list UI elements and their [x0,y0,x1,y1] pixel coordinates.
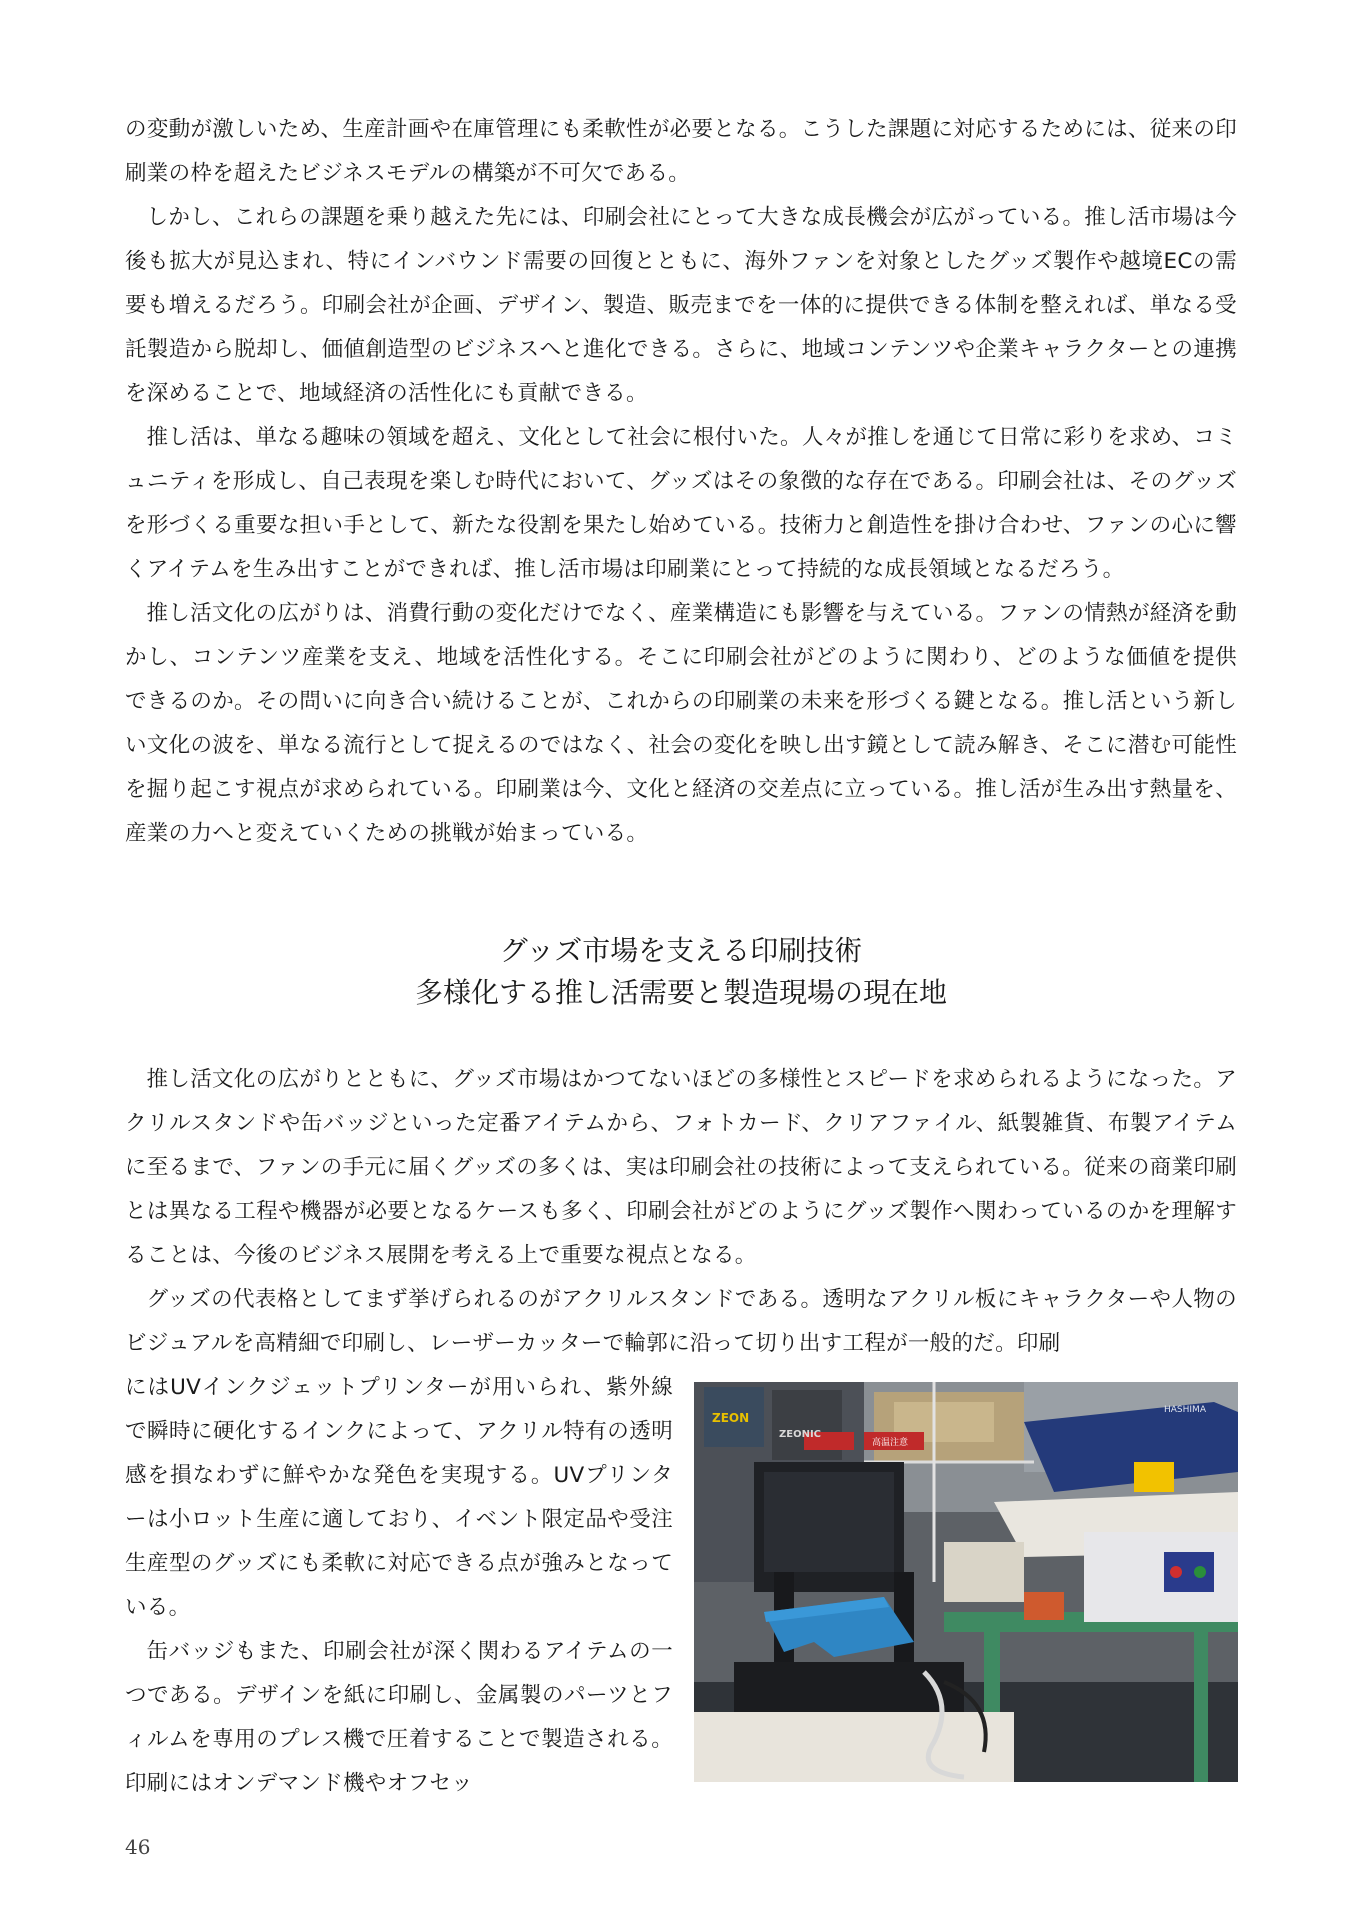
paragraph: 缶バッジもまた、印刷会社が深く関わるアイテムの一つである。デザインを紙に印刷し、金属製のパーツとフィルムを専用のプレス機で圧着することで製造される。印刷にはオンデマンド機やオフセッ [125,1639,673,1796]
body-text-middle [125,1058,1237,1366]
zeon-logo-text: ZEON [712,1411,750,1425]
paragraph: グッズの代表格としてまず挙げられるのがアクリルスタンドである。透明なアクリル板にキャラクターや人物のビジュアルを高精細で印刷し、レーザーカッターで輪郭に沿って切り出す工程が一般的だ。印刷 [125,1287,1237,1356]
paragraph: 推し活文化の広がりとともに、グッズ市場はかつてないほどの多様性とスピードを求められるようになった。アクリルスタンドや缶バッジといった定番アイテムから、フォトカード、クリアファイル、紙製雑貨、布製アイテムに至るまで、ファンの手元に届くグッズの多くは、実は印刷会社の技術によって支えられている。従来の商業印刷とは異なる工程や機器が必要となるケースも多く、印刷会社がどのようにグッズ製作へ関わっているのかを理解することは、今後のビジネス展開を考える上で重要な視点となる。 [125,1067,1237,1268]
paragraph: 推し活は、単なる趣味の領域を超え、文化として社会に根付いた。人々が推しを通じて日常に彩りを求め、コミュニティを形成し、自己表現を楽しむ時代において、グッズはその象徴的な存在である。印刷会社は、そのグッズを形づくる重要な担い手として、新たな役割を果たし始めている。技術力と創造性を掛け合わせ、ファンの心に響くアイテムを生み出すことができれば、推し活市場は印刷業にとって持続的な成長領域となるだろう。 [125,425,1237,582]
warning-sticker-text: 高温注意 [872,1438,909,1448]
zeonic-logo-text: ZEONIC [779,1429,822,1440]
print-equipment-photo [694,1382,1238,1782]
machine-brand-text: HASHIMA [1164,1405,1206,1415]
section-heading-line-2: 多様化する推し活需要と製造現場の現在地 [414,976,947,1009]
section-heading [125,930,1237,1014]
paragraph: 推し活文化の広がりは、消費行動の変化だけでなく、産業構造にも影響を与えている。ファンの情熱が経済を動かし、コンテンツ産業を支え、地域を活性化する。そこに印刷会社がどのように関わり、どのような価値を提供できるのか。その問いに向き合い続けることが、これからの印刷業の未来を形づくる鍵となる。推し活という新しい文化の波を、単なる流行として捉えるのではなく、社会の変化を映し出す鏡として読み解き、そこに潜む可能性を掘り起こす視点が求められている。印刷業は今、文化と経済の交差点に立っている。推し活が生み出す熱量を、産業の力へと変えていくための挑戦が始まっている。 [125,601,1237,846]
page-number: 46 [125,1835,151,1859]
paragraph: しかし、これらの課題を乗り越えた先には、印刷会社にとって大きな成長機会が広がっている。推し活市場は今後も拡大が見込まれ、特にインバウンド需要の回復とともに、海外ファンを対象としたグッズ製作や越境ECの需要も増えるだろう。印刷会社が企画、デザイン、製造、販売までを一体的に提供できる体制を整えれば、単なる受託製造から脱却し、価値創造型のビジネスへと進化できる。さらに、地域コンテンツや企業キャラクターとの連携を深めることで、地域経済の活性化にも貢献できる。 [125,205,1237,406]
body-text-top [125,108,1237,856]
body-text-wrapped [125,1366,673,1806]
photo-illustration [694,1382,1238,1782]
paragraph: にはUVインクジェットプリンターが用いられ、紫外線で瞬時に硬化するインクによって、アクリル特有の透明感を損なわずに鮮やかな発色を実現する。UVプリンターは小ロット生産に適しており、イベント限定品や受注生産型のグッズにも柔軟に対応できる点が強みとなっている。 [125,1375,673,1620]
section-heading-line-1: グッズ市場を支える印刷技術 [499,934,863,967]
paragraph: の変動が激しいため、生産計画や在庫管理にも柔軟性が必要となる。こうした課題に対応するためには、従来の印刷業の枠を超えたビジネスモデルの構築が不可欠である。 [125,117,1237,186]
